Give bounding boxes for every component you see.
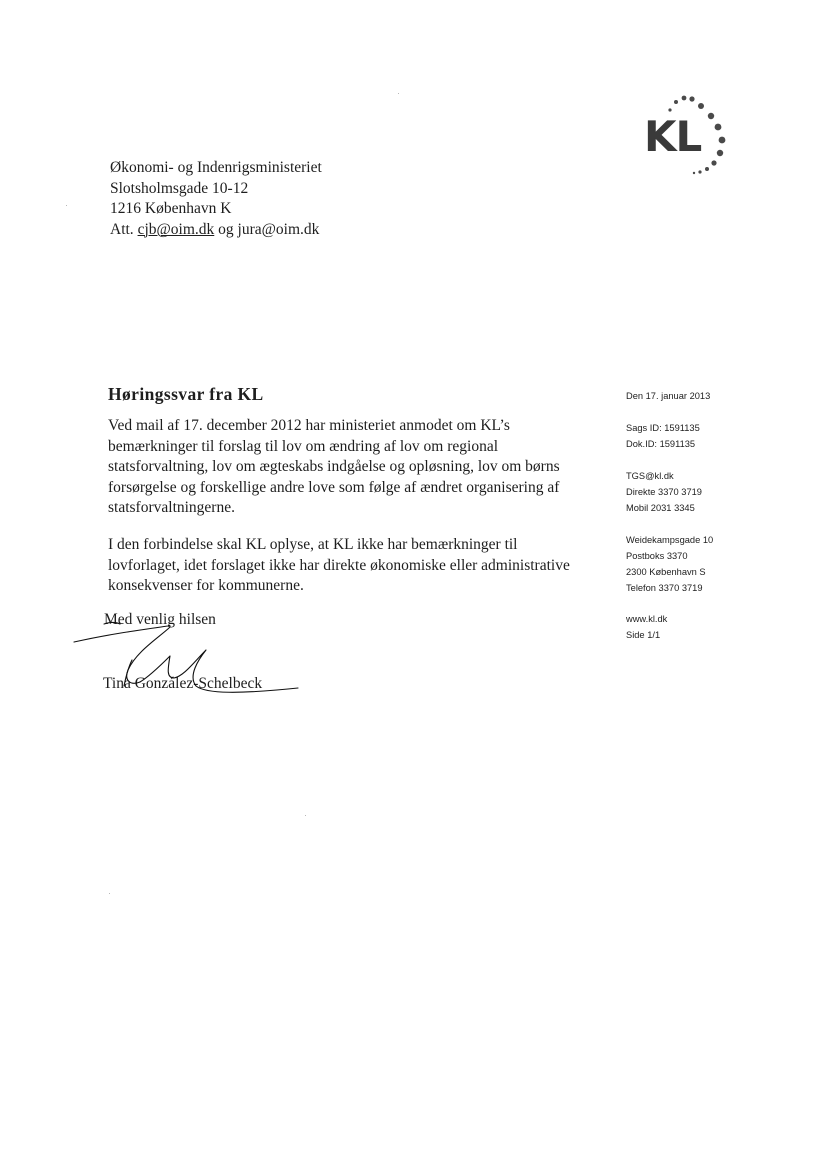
attention-joiner: og [218,220,234,238]
address-postbox: Postboks 3370 [626,551,688,561]
scan-speck [109,893,110,894]
kl-logo-text: KL [644,112,702,161]
sidebar-contact [626,468,702,516]
closing-greeting: Med venlig hilsen [104,611,216,628]
sags-id: Sags ID: 1591135 [626,423,700,433]
paragraph-line: lovforlaget, idet forslaget ikke har direkte økonomiske eller administrative [108,556,570,574]
signer-name: Tina González-Schelbeck [103,675,263,692]
email-link-1[interactable]: cjb@oim.dk [137,220,215,238]
paragraph-line: bemærkninger til forslag til lov om ændring af lov om regional [108,437,499,455]
dok-id: Dok.ID: 1591135 [626,439,696,449]
recipient-street: Slotsholmsgade 10-12 [110,179,249,197]
paragraph-line: konsekvenser for kommunerne. [108,577,304,595]
paragraph-line: forsørgelse og forskellige andre love som følge af ændret organisering af [108,478,560,496]
recipient-name: Økonomi- og Indenrigsministeriet [110,159,322,176]
paragraph-line: statsforvaltningerne. [108,499,235,517]
contact-email[interactable]: TGS@kl.dk [626,471,674,481]
paragraph-line: statsforvaltning, lov om ægteskabs indgåelse og opløsning, lov om børns [108,458,560,476]
scan-speck [305,815,306,816]
website-link[interactable]: www.kl.dk [626,614,668,624]
body-paragraph-2 [108,535,570,597]
page-number: Side 1/1 [626,630,661,640]
sidebar-ids [626,420,700,452]
paragraph-line: Ved mail af 17. december 2012 har ministeriet anmodet om KL’s [108,417,510,434]
address-city: 2300 København S [626,567,706,577]
sidebar-web [626,611,667,643]
kl-logo [640,92,740,182]
sidebar-address [626,532,713,596]
recipient-address [110,158,322,240]
address-phone: Telefon 3370 3719 [626,583,703,593]
attention-prefix: Att. [110,220,134,238]
scan-speck [398,93,399,94]
sidebar-date: Den 17. januar 2013 [626,391,711,401]
recipient-attention [110,220,322,241]
contact-mobile: Mobil 2031 3345 [626,503,695,513]
letter-heading: Høringssvar fra KL [108,384,264,404]
scan-speck [66,205,67,206]
address-street: Weidekampsgade 10 [626,535,714,545]
body-paragraph-1 [108,416,560,519]
paragraph-line: I den forbindelse skal KL oplyse, at KL ikke har bemærkninger til [108,536,518,553]
recipient-city: 1216 København K [110,200,232,217]
email-link-2[interactable]: jura@oim.dk [237,220,320,238]
contact-direct-phone: Direkte 3370 3719 [626,487,702,497]
handwritten-signature [70,612,310,702]
